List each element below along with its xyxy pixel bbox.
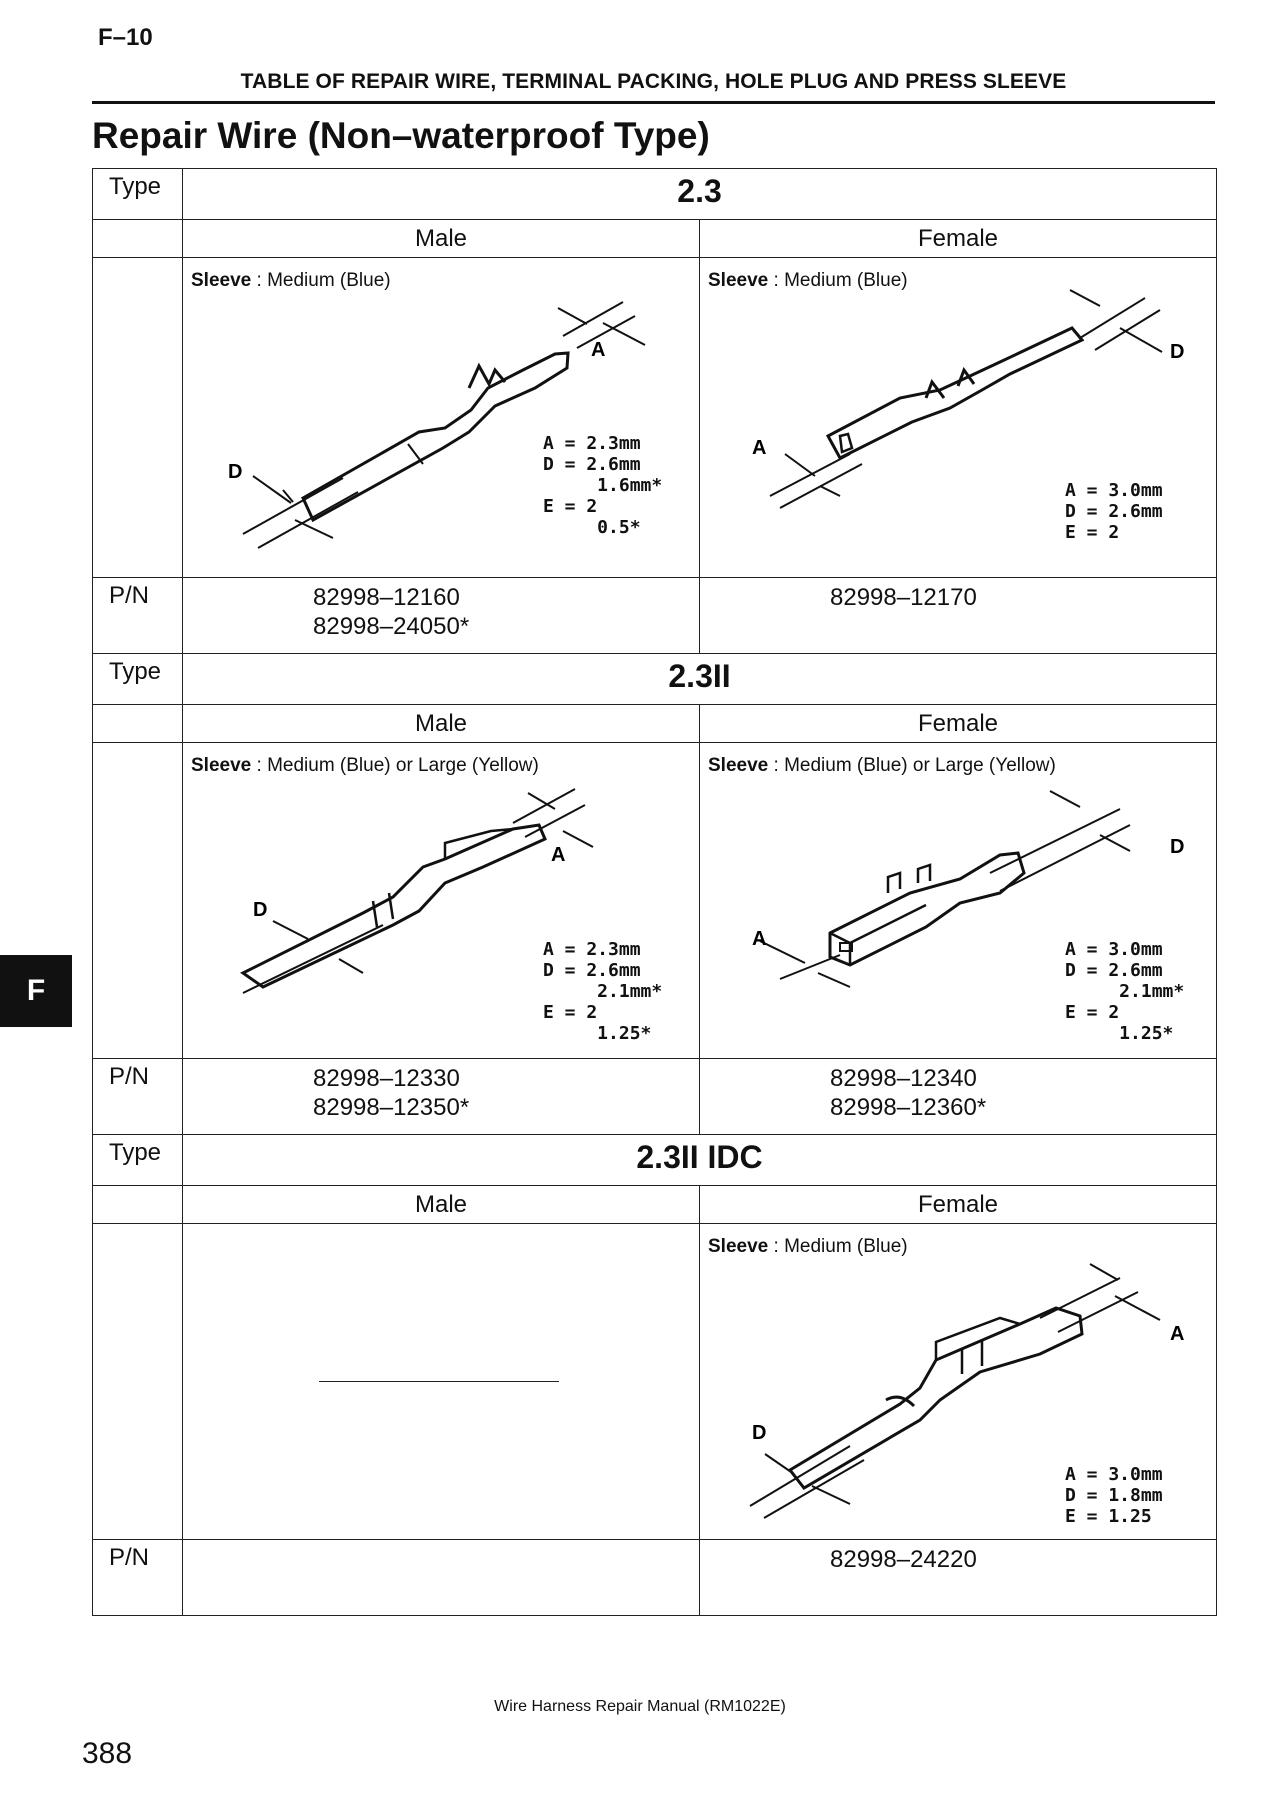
pn-male [183, 1540, 700, 1616]
type-row [93, 169, 1217, 220]
figure-cell-male [183, 743, 700, 1059]
male-header: Male [183, 1186, 700, 1224]
type-label: Type [93, 169, 183, 220]
pn-label: P/N [93, 1059, 183, 1135]
type-label: Type [93, 1135, 183, 1186]
label-d: D [752, 1422, 767, 1444]
pn-row [93, 1059, 1217, 1135]
type-label: Type [93, 654, 183, 705]
type-value: 2.3II IDC [183, 1135, 1217, 1186]
section-tab: F [0, 955, 72, 1027]
dimension-spec: A = 2.3mm D = 2.6mm 2.1mm* E = 2 1.25* [543, 939, 663, 1044]
pn-label: P/N [93, 578, 183, 654]
type-value: 2.3II [183, 654, 1217, 705]
section-title: Repair Wire (Non–waterproof Type) [92, 115, 710, 156]
figure-row [93, 1224, 1217, 1540]
figure-cell-female [700, 743, 1217, 1059]
figure-cell-female [700, 258, 1217, 578]
figure-cell-female [700, 1224, 1217, 1540]
label-d: D [1170, 341, 1185, 363]
pn-row [93, 1540, 1217, 1616]
gender-row [93, 220, 1217, 258]
pn-female: 82998–12170 [700, 578, 1217, 654]
sleeve-note: Sleeve : Medium (Blue) or Large (Yellow) [191, 755, 539, 776]
sleeve-note: Sleeve : Medium (Blue) [708, 1236, 908, 1257]
dimension-spec: A = 2.3mm D = 2.6mm 1.6mm* E = 2 0.5* [543, 433, 663, 538]
not-applicable-dash [319, 1381, 559, 1382]
label-a: A [1170, 1323, 1185, 1345]
gender-row [93, 705, 1217, 743]
female-header: Female [700, 705, 1217, 743]
label-a: A [591, 339, 606, 361]
pn-row [93, 578, 1217, 654]
male-header: Male [183, 705, 700, 743]
type-row [93, 654, 1217, 705]
footer-text: Wire Harness Repair Manual (RM1022E) [494, 1698, 786, 1715]
type-row [93, 1135, 1217, 1186]
label-a: A [752, 928, 767, 950]
sleeve-note: Sleeve : Medium (Blue) [708, 270, 908, 291]
dimension-spec: A = 3.0mm D = 2.6mm E = 2 [1065, 480, 1163, 543]
label-a: A [551, 844, 566, 866]
figure-row [93, 743, 1217, 1059]
female-header: Female [700, 220, 1217, 258]
header-title: TABLE OF REPAIR WIRE, TERMINAL PACKING, HOLE PLUG AND PRESS SLEEVE [240, 70, 1067, 93]
repair-wire-table [92, 168, 1217, 1616]
pn-male: 82998–12330 82998–12350* [183, 1059, 700, 1135]
female-header: Female [700, 1186, 1217, 1224]
header-rule [92, 101, 1215, 104]
dimension-spec: A = 3.0mm D = 1.8mm E = 1.25 [1065, 1464, 1163, 1527]
dimension-spec: A = 3.0mm D = 2.6mm 2.1mm* E = 2 1.25* [1065, 939, 1185, 1044]
pn-female: 82998–12340 82998–12360* [700, 1059, 1217, 1135]
figure-cell-male [183, 258, 700, 578]
male-header: Male [183, 220, 700, 258]
page-number: 388 [82, 1737, 133, 1770]
pn-label: P/N [93, 1540, 183, 1616]
gender-row [93, 1186, 1217, 1224]
label-a: A [752, 437, 767, 459]
sleeve-note: Sleeve : Medium (Blue) or Large (Yellow) [708, 755, 1056, 776]
label-d: D [228, 461, 243, 483]
label-d: D [1170, 836, 1185, 858]
type-value: 2.3 [183, 169, 1217, 220]
pn-female: 82998–24220 [700, 1540, 1217, 1616]
page-code: F–10 [98, 24, 153, 51]
sleeve-note: Sleeve : Medium (Blue) [191, 270, 391, 291]
label-d: D [253, 899, 268, 921]
figure-row [93, 258, 1217, 578]
pn-male: 82998–12160 82998–24050* [183, 578, 700, 654]
figure-cell-male [183, 1224, 700, 1540]
